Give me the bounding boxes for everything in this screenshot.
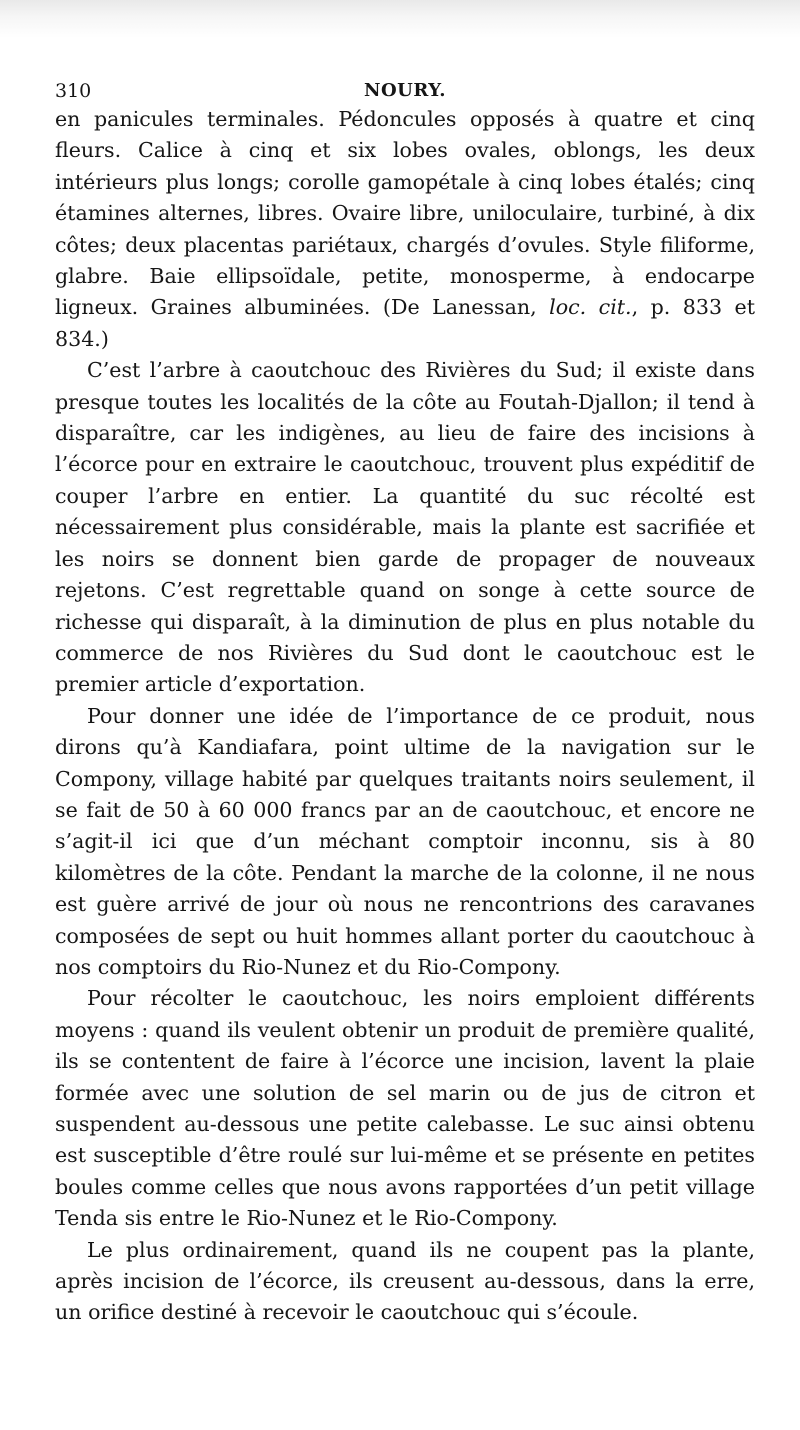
body-text xyxy=(55,104,755,1329)
paragraph-harvest-methods: Pour récolter le caoutchouc, les noirs emploient différents moyens : quand ils veulent obtenir un produit de première qualité, ils se contentent de faire à l’écorce une incision, lavent la plaie formée avec une solution de sel marin ou de jus de citron et suspendent au-dessous une petite calebasse. Le suc ainsi obtenu est susceptible d’être roulé sur lui-même et se présente en petites boules comme celles que nous avons rapportées d’un petit village Tenda sis entre le Rio-Nunez et le Rio-Compony. xyxy=(55,986,755,1231)
running-head: NOURY. xyxy=(363,80,447,101)
paragraph-continued-botanical-description xyxy=(55,104,755,355)
paragraph-text: , p. 833 et 834.) xyxy=(55,295,755,351)
paragraph-kandiafara-trade: Pour donner une idée de l’importance de ce produit, nous dirons qu’à Kandiafara, point ultime de la navigation sur le Compony, village habité par quelques traitants noirs seulement, il se fait de 50 à 60 000 francs par an de caoutchouc, et encore ne s’agit-il ici que d’un méchant comptoir inconnu, sis à 80 kilomètres de la côte. Pendant la marche de la colonne, il ne nous est guère arrivé de jour où nous ne rencontrions des caravanes composées de sept ou huit hommes allant porter du caoutchouc à nos comptoirs du Rio-Nunez et du Rio-Compony. xyxy=(55,703,755,979)
paragraph-text: en panicules terminales. Pédoncules opposés à quatre et cinq fleurs. Calice à cinq et six lobes ovales, oblongs, les deux intérieurs plus longs; corolle gamopétale à cinq lobes étalés; cinq étamines alternes, libres. Ovaire libre, uniloculaire, turbiné, à dix côtes; deux placentas pariétaux, chargés d’ovules. Style filiforme, glabre. Baie ellipsoïdale, petite, monosperme, à endocarpe ligneux. Graines albuminées. (De Lanessan, xyxy=(55,107,755,320)
page-number: 310 xyxy=(55,80,92,102)
paragraph-rubber-tree: C’est l’arbre à caoutchouc des Rivières du Sud; il existe dans presque toutes les localités de la côte au Foutah-Djallon; il tend à disparaître, car les indigènes, au lieu de faire des incisions à l’écorce pour en extraire le caoutchouc, trouvent plus expéditif de couper l’arbre en entier. La quantité du suc récolté est nécessairement plus considérable, mais la plante est sacrifiée et les noirs se donnent bien garde de propager de nouveaux rejetons. C’est regrettable quand on songe à cette source de richesse qui disparaît, à la diminution de plus en plus notable du commerce de nos Rivières du Sud dont le caoutchouc est le premier article d’exportation. xyxy=(55,358,755,697)
citation-italic: loc. cit. xyxy=(549,295,632,320)
book-page xyxy=(55,74,755,1329)
page-header xyxy=(55,74,755,104)
scan-top-edge xyxy=(0,0,800,38)
paragraph-ordinary-method: Le plus ordinairement, quand ils ne coupent pas la plante, après incision de l’écorce, ils creusent au-dessous, dans la erre, un orifice destiné à recevoir le caoutchouc qui s’écoule. xyxy=(55,1237,755,1325)
